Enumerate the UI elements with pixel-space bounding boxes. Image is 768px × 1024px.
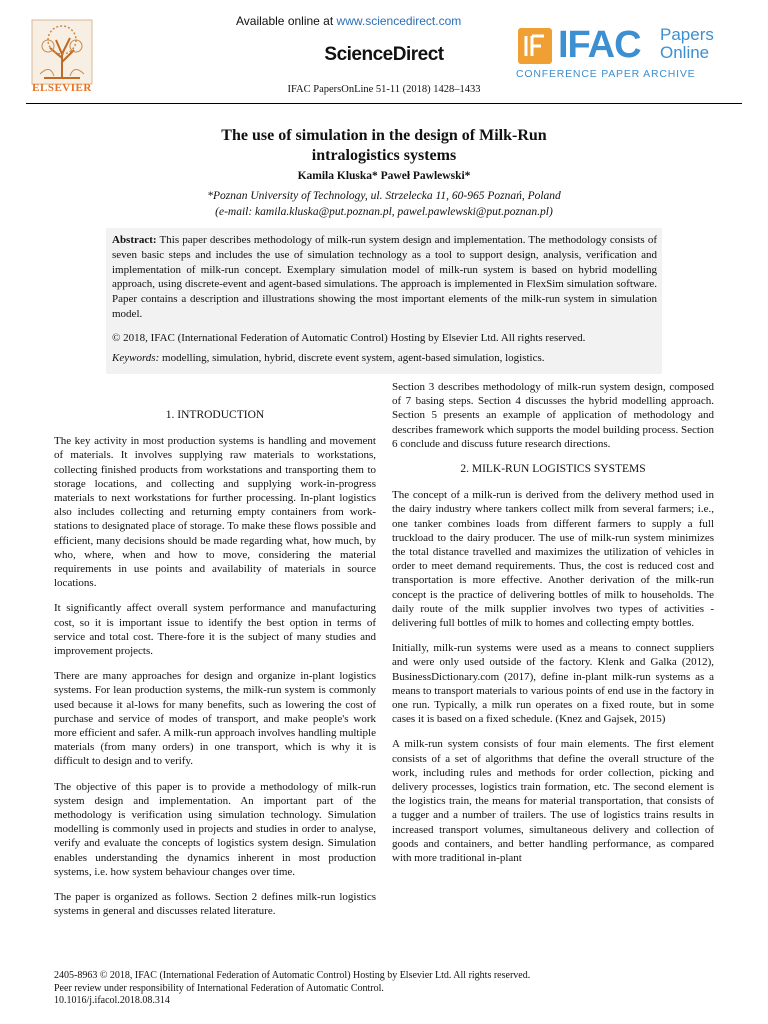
ifac-archive-tagline: CONFERENCE PAPER ARCHIVE [516,68,696,80]
availability-line [236,14,461,28]
journal-reference: IFAC PapersOnLine 51-11 (2018) 1428–1433 [287,84,481,95]
paragraph: The objective of this paper is to provide a methodology of milk-run system design and implementation. An important part of the methodology is verification using simulation technology. Simulation modelling is commonly used in projects and studies in order to analyse, verify and evaluate the concepts of logistics system design. Simulation enables understanding the dynamics inherent in most production systems, i.e. how system behaviour changes over time. [54,780,376,878]
paragraph: The paper is organized as follows. Section 2 defines milk-run logistics systems in general and discusses related literature. [54,891,376,918]
keywords-text: modelling, simulation, hybrid, discrete event system, agent-based simulation, logistics. [159,352,545,364]
abstract-text: This paper describes methodology of milk-run system design and implementation. The methodology consists of seven basic steps and includes the use of simulation technology as a tool to support design, analysis, verification and implementation of milk-run concept. Exemplary simulation model of milk-run system is based on hybrid modelling approach, using discrete-event and agent-based simulations. The approach is implemented in FlexSim simulation software. Paper contains a description and illustrations showing the most important elements of the milk-run system in simulation model. [112,234,657,320]
right-column [392,380,714,876]
affiliation [0,188,768,220]
availability-prefix: Available online at [236,14,337,28]
affiliation-line-2: (e-mail: kamila.kluska@put.poznan.pl, pawel.pawlewski@put.poznan.pl) [215,206,553,218]
paper-title [0,126,768,166]
left-column [54,408,376,930]
paragraph: Section 3 describes methodology of milk-run system design, composed of 7 basing steps. Section 4 discusses the hybrid modelling approach. Section 5 presents an example of application of methodology and describes framework which supports the model building process. Section 6 conclude and discuss future research directions. [392,381,714,450]
paragraph: There are many approaches for design and organize in-plant logistics systems. For lean production systems, the milk-run system is commonly used because it al-lows for many benefits, such as lowering the cost of purchase and service of modes of transport, and make people's work more efficient and safer. A milk-run approach involves handling multiple materials (from many orders) in one transport, which is why it is difficult to design and to verify. [54,670,376,768]
brand-title: ScienceDirect [324,44,444,65]
sciencedirect-link[interactable]: www.sciencedirect.com [336,14,462,28]
paragraph: The key activity in most production systems is handling and movement of materials. It involves supplying raw materials to workstations, collecting finished products from workstations and transporting them to storage locations, and collecting and supplying work-in-progress materials to next workstations for further processing. In-plant logistics also includes collecting and returning empty containers from work-stations to designated place of storage. To make these flows possible and efficient, many decisions should be made regarding what, how much, by who, where, when and how to move, considering the material requirements in use points and availability of materials in source locations. [54,435,376,590]
ifac-online: Online [660,43,710,62]
ifac-emblem-icon [516,26,554,66]
copyright-line: © 2018, IFAC (International Federation of Automatic Control) Hosting by Elsevier Ltd. All rights reserved. [112,332,586,344]
publisher-name: ELSEVIER [32,82,92,94]
title-line-1: The use of simulation in the design of Milk-Run [221,127,547,144]
abstract [112,233,657,322]
authors: Kamila Kluska* Paweł Pawlewski* [297,170,471,182]
footer-peer-review: Peer review under responsibility of International Federation of Automatic Control. [54,982,384,994]
paragraph: It significantly affect overall system performance and manufacturing cost, so it is important issue to identify the best option in terms of service and total cost. There-fore it is the subject of many studies and improvement projects. [54,602,376,658]
abstract-label: Abstract: [112,234,157,246]
paragraph: Initially, milk-run systems were used as a means to connect suppliers and were only used outside of the factory. Klenk and Galka (2012), BusinessDictionary.com (2017), define in-plant milk-run systems as a means to transport materials to various points of end use in the factory in one run. Typically, a milk run operates on a fixed route, but in some cases it is based on a fixed schedule. (Knez and Gajsek, 2015) [392,642,714,726]
header-rule [26,103,742,104]
footer [54,970,530,1008]
affiliation-line-1: *Poznan University of Technology, ul. Strzelecka 11, 60-965 Poznań, Poland [207,190,561,202]
title-line-2: intralogistics systems [311,147,457,164]
keywords-label: Keywords: [112,352,160,364]
section-heading-introduction: 1. INTRODUCTION [165,409,265,421]
paragraph: The concept of a milk-run is derived from the delivery method used in the dairy industry where tankers collect milk from several farmers; i.e., one tanker combines loads from different farmers to supply a full truckload to the dairy producer. The use of milk-run system minimizes the total distance travelled and maximizes the utilization of vehicles in order to meet demand requirements. Thus, the cost is reduced cost and transportation is more effective. Another derivation of the milk-run concept is the practice of delivering bottles of milk to households. The daily route of the milk supplier involves two types of activities - delivering full bottles of milk to homes and collecting empty bottles. [392,489,714,630]
footer-doi: 10.1016/j.ifacol.2018.08.314 [54,995,170,1006]
ifac-word: IFAC [558,24,641,66]
paragraph: A milk-run system consists of four main elements. The first element consists of a set of algorithms that define the overall structure of the work, including rules and methods for order collection, picking and delivery processes, logistics train formation, etc. The second element is the logistics train, the means for material transportation, that consists of a tugger and a number of trailers. The use of logistics trains results in increased transport volumes, simultaneous delivery and collection of goods and containers, and better handling performance, as compared with more traditional in-plant [392,738,714,865]
footer-copyright: 2405-8963 © 2018, IFAC (International Federation of Automatic Control) Hosting by Elsevier Ltd. All rights reserved. [54,970,531,981]
section-heading-milk-run: 2. MILK-RUN LOGISTICS SYSTEMS [460,463,646,476]
keywords [112,352,657,364]
ifac-papers: Papers [660,25,714,44]
